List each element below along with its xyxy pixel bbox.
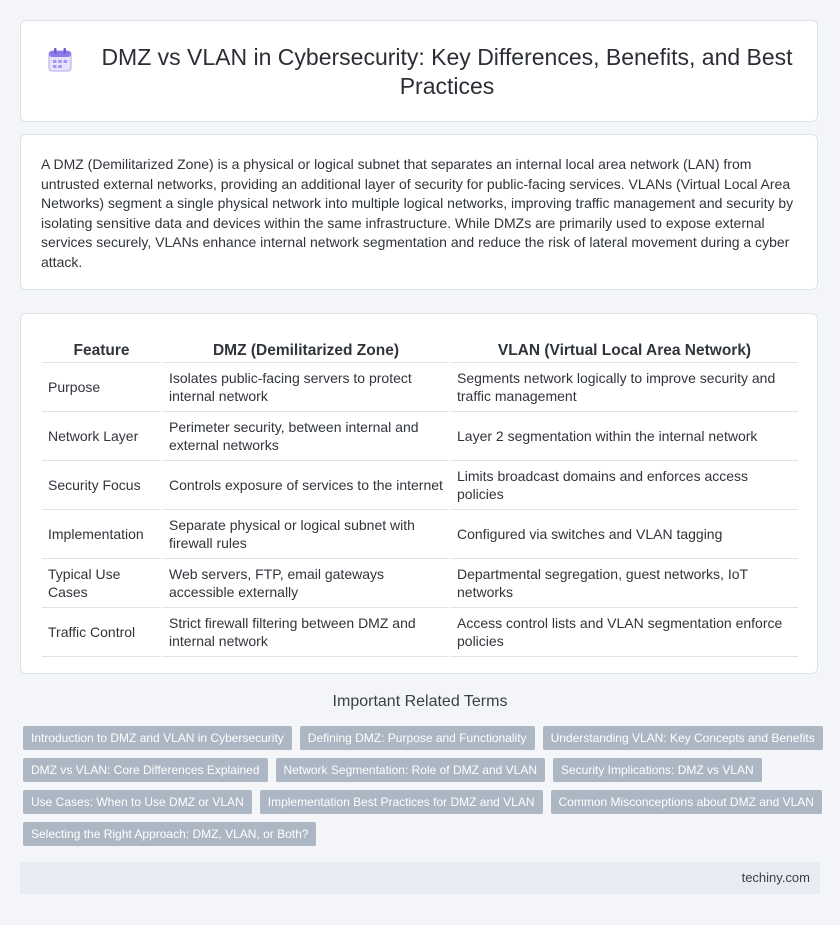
related-term-tag[interactable]: Network Segmentation: Role of DMZ and VLAN <box>276 758 545 782</box>
feature-cell: Network Layer <box>42 412 162 461</box>
intro-card <box>20 134 818 290</box>
table-row <box>42 461 798 510</box>
related-term-tag[interactable]: Use Cases: When to Use DMZ or VLAN <box>23 790 252 814</box>
vlan-cell: Limits broadcast domains and enforces access policies <box>450 461 798 510</box>
title-card <box>20 20 818 122</box>
comparison-table <box>42 334 798 657</box>
footer-site-link[interactable]: techiny.com <box>741 870 810 885</box>
feature-cell: Implementation <box>42 510 162 559</box>
dmz-cell: Perimeter security, between internal and external networks <box>162 412 450 461</box>
header-vlan: VLAN (Virtual Local Area Network) <box>450 334 798 363</box>
related-terms-list <box>23 726 823 846</box>
dmz-cell: Web servers, FTP, email gateways accessible externally <box>162 559 450 608</box>
table-row <box>42 608 798 657</box>
dmz-cell: Strict firewall filtering between DMZ and internal network <box>162 608 450 657</box>
related-term-tag[interactable]: Implementation Best Practices for DMZ and VLAN <box>260 790 543 814</box>
related-term-tag[interactable]: Common Misconceptions about DMZ and VLAN <box>551 790 822 814</box>
related-term-tag[interactable]: DMZ vs VLAN: Core Differences Explained <box>23 758 268 782</box>
related-term-tag[interactable]: Introduction to DMZ and VLAN in Cybersecurity <box>23 726 292 750</box>
vlan-cell: Access control lists and VLAN segmentation enforce policies <box>450 608 798 657</box>
vlan-cell: Segments network logically to improve security and traffic management <box>450 363 798 412</box>
related-terms-heading: Important Related Terms <box>332 693 508 710</box>
table-row <box>42 559 798 608</box>
vlan-cell: Configured via switches and VLAN tagging <box>450 510 798 559</box>
calendar-icon <box>47 47 73 73</box>
dmz-cell: Separate physical or logical subnet with firewall rules <box>162 510 450 559</box>
feature-cell: Traffic Control <box>42 608 162 657</box>
feature-cell: Security Focus <box>42 461 162 510</box>
dmz-cell: Isolates public-facing servers to protect internal network <box>162 363 450 412</box>
related-term-tag[interactable]: Security Implications: DMZ vs VLAN <box>553 758 762 782</box>
related-term-tag[interactable]: Understanding VLAN: Key Concepts and Benefits <box>543 726 823 750</box>
feature-cell: Typical Use Cases <box>42 559 162 608</box>
comparison-card <box>20 313 818 674</box>
intro-paragraph: A DMZ (Demilitarized Zone) is a physical or logical subnet that separates an internal local area network (LAN) from untrusted external networks, providing an additional layer of security for public-facing services. VLANs (Virtual Local Area Networks) segment a single physical network into multiple logical networks, improving traffic management and security by isolating sensitive data and devices within the same infrastructure. While DMZs are primarily used to expose external services securely, VLANs enhance internal network segmentation and reduce the risk of lateral movement during a cyber attack. <box>41 156 794 270</box>
table-row <box>42 510 798 559</box>
table-header-row <box>42 334 798 363</box>
feature-cell: Purpose <box>42 363 162 412</box>
header-feature: Feature <box>42 334 162 363</box>
vlan-cell: Departmental segregation, guest networks, IoT networks <box>450 559 798 608</box>
vlan-cell: Layer 2 segmentation within the internal network <box>450 412 798 461</box>
table-row <box>42 412 798 461</box>
related-term-tag[interactable]: Defining DMZ: Purpose and Functionality <box>300 726 535 750</box>
header-dmz: DMZ (Demilitarized Zone) <box>162 334 450 363</box>
dmz-cell: Controls exposure of services to the internet <box>162 461 450 510</box>
page-title: DMZ vs VLAN in Cybersecurity: Key Differences, Benefits, and Best Practices <box>101 44 793 99</box>
footer <box>20 862 820 894</box>
table-row <box>42 363 798 412</box>
related-term-tag[interactable]: Selecting the Right Approach: DMZ, VLAN, or Both? <box>23 822 316 846</box>
